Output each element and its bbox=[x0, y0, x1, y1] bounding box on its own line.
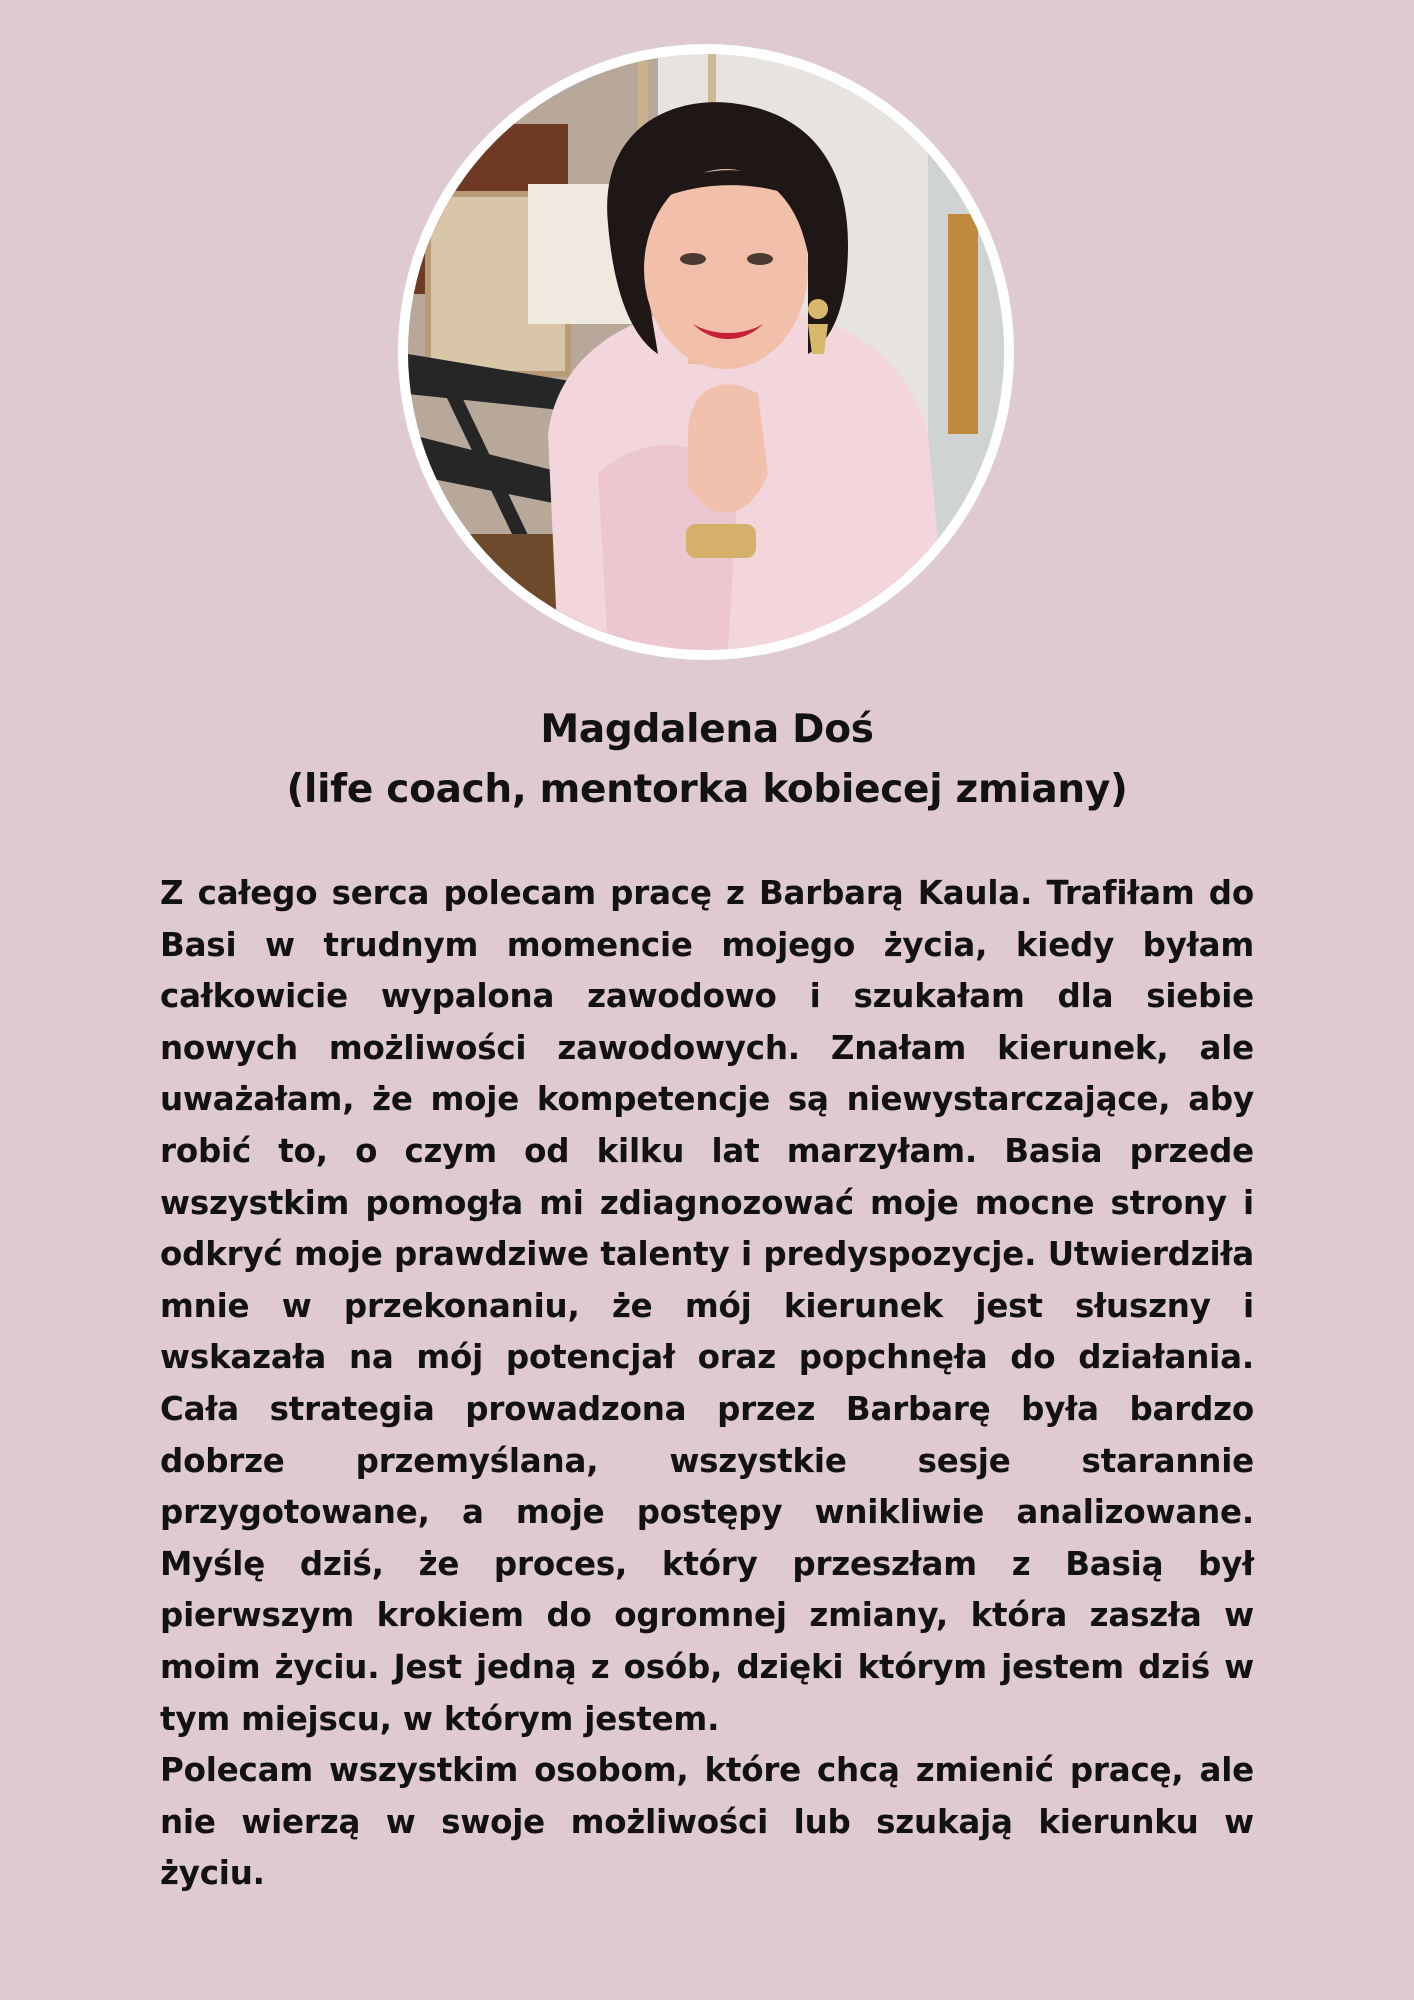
portrait-frame bbox=[398, 44, 1014, 660]
author-name: Magdalena Doś bbox=[540, 707, 874, 752]
portrait-illustration bbox=[408, 54, 1004, 650]
testimonial-text bbox=[160, 868, 1254, 1900]
author-block bbox=[0, 700, 1414, 820]
testimonial-paragraph-2: Polecam wszystkim osobom, które chcą zmienić pracę, ale nie wierzą w swoje możliwości lub szukają kierunku w życiu. bbox=[160, 1751, 1254, 1893]
author-role: (life coach, mentorka kobiecej zmiany) bbox=[286, 767, 1128, 812]
testimonial-paragraph-1: Z całego serca polecam pracę z Barbarą Kaula. Trafiłam do Basi w trudnym momencie mojego życia, kiedy byłam całkowicie wypalona zawodowo i szukałam dla siebie nowych możliwości zawodowych. Znałam kierunek, ale uważałam, że moje kompetencje są niewystarczające, aby robić to, o czym od kilku lat marzyłam. Basia przede wszystkim pomogła mi zdiagnozować moje mocne strony i odkryć moje prawdziwe talenty i predyspozycje. Utwierdziła mnie w przekonaniu, że mój kierunek jest słuszny i wskazała na mój potencjał oraz popchnęła do działania. Cała strategia prowadzona przez Barbarę była bardzo dobrze przemyślana, wszystkie sesje starannie przygotowane, a moje postępy wnikliwie analizowane. Myślę dziś, że proces, który przeszłam z Basią był pierwszym krokiem do ogromnej zmiany, która zaszła w moim życiu. Jest jedną z osób, dzięki którym jestem dziś w tym miejscu, w którym jestem. bbox=[160, 874, 1254, 1738]
portrait-photo bbox=[408, 54, 1004, 650]
